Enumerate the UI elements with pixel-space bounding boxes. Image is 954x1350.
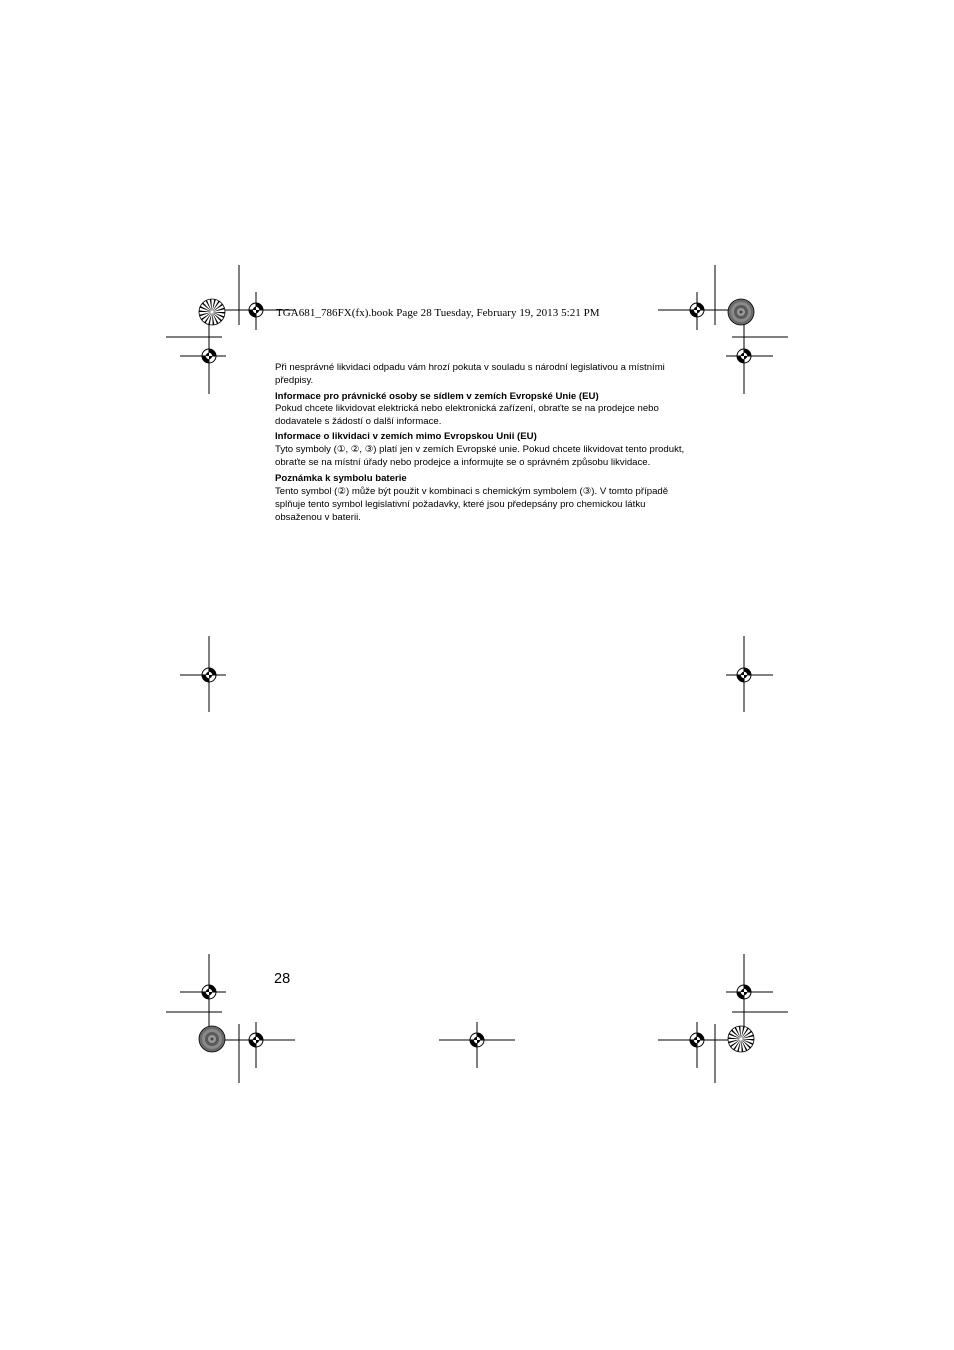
main-content (275, 362, 695, 525)
registration-target (439, 1022, 515, 1068)
intro-paragraph: Při nesprávné likvidaci odpadu vám hrozí pokuta v souladu s národní legislativou a místními předpisy. (275, 362, 665, 386)
registration-target (726, 954, 773, 1030)
registration-target (180, 636, 226, 712)
registration-target (658, 1022, 735, 1068)
section-heading: Informace pro právnické osoby se sídlem v zemích Evropské Unie (EU) (275, 390, 599, 402)
registration-target (180, 954, 226, 1030)
registration-target (180, 318, 226, 394)
section-heading: Poznámka k symbolu baterie (275, 473, 407, 485)
section-body: Tento symbol (②) může být použit v kombinaci s chemickým symbolem (③). V tomto případě splňuje tento symbol legislativní požadavky, které jsou předepsány pro chemickou látku obsaženou v baterii. (275, 486, 669, 523)
section-body: Pokud chcete likvidovat elektrická nebo elektronická zařízení, obraťte se na prodejce nebo dodavatele s žádostí o další informace. (275, 403, 659, 428)
starburst-wheel (728, 1026, 754, 1052)
page-number: 28 (274, 971, 291, 987)
tone-wheel (199, 1026, 225, 1052)
starburst-wheel (199, 299, 225, 325)
section-heading: Informace o likvidaci v zemích mimo Evropskou Unii (EU) (275, 430, 537, 442)
header-file-info: TGA681_786FX(fx).book Page 28 Tuesday, February 19, 2013 5:21 PM (276, 307, 600, 319)
registration-target (726, 636, 773, 712)
registration-target (218, 1022, 295, 1068)
section-body: Tyto symboly (①, ②, ③) platí jen v zemích Evropské unie. Pokud chcete likvidovat tento produkt, obraťte se na místní úřady nebo prodejce a informujte se o správném způsobu likvidace. (275, 443, 685, 468)
registration-target (726, 318, 773, 394)
registration-target (658, 292, 735, 330)
tone-wheel (728, 299, 754, 325)
